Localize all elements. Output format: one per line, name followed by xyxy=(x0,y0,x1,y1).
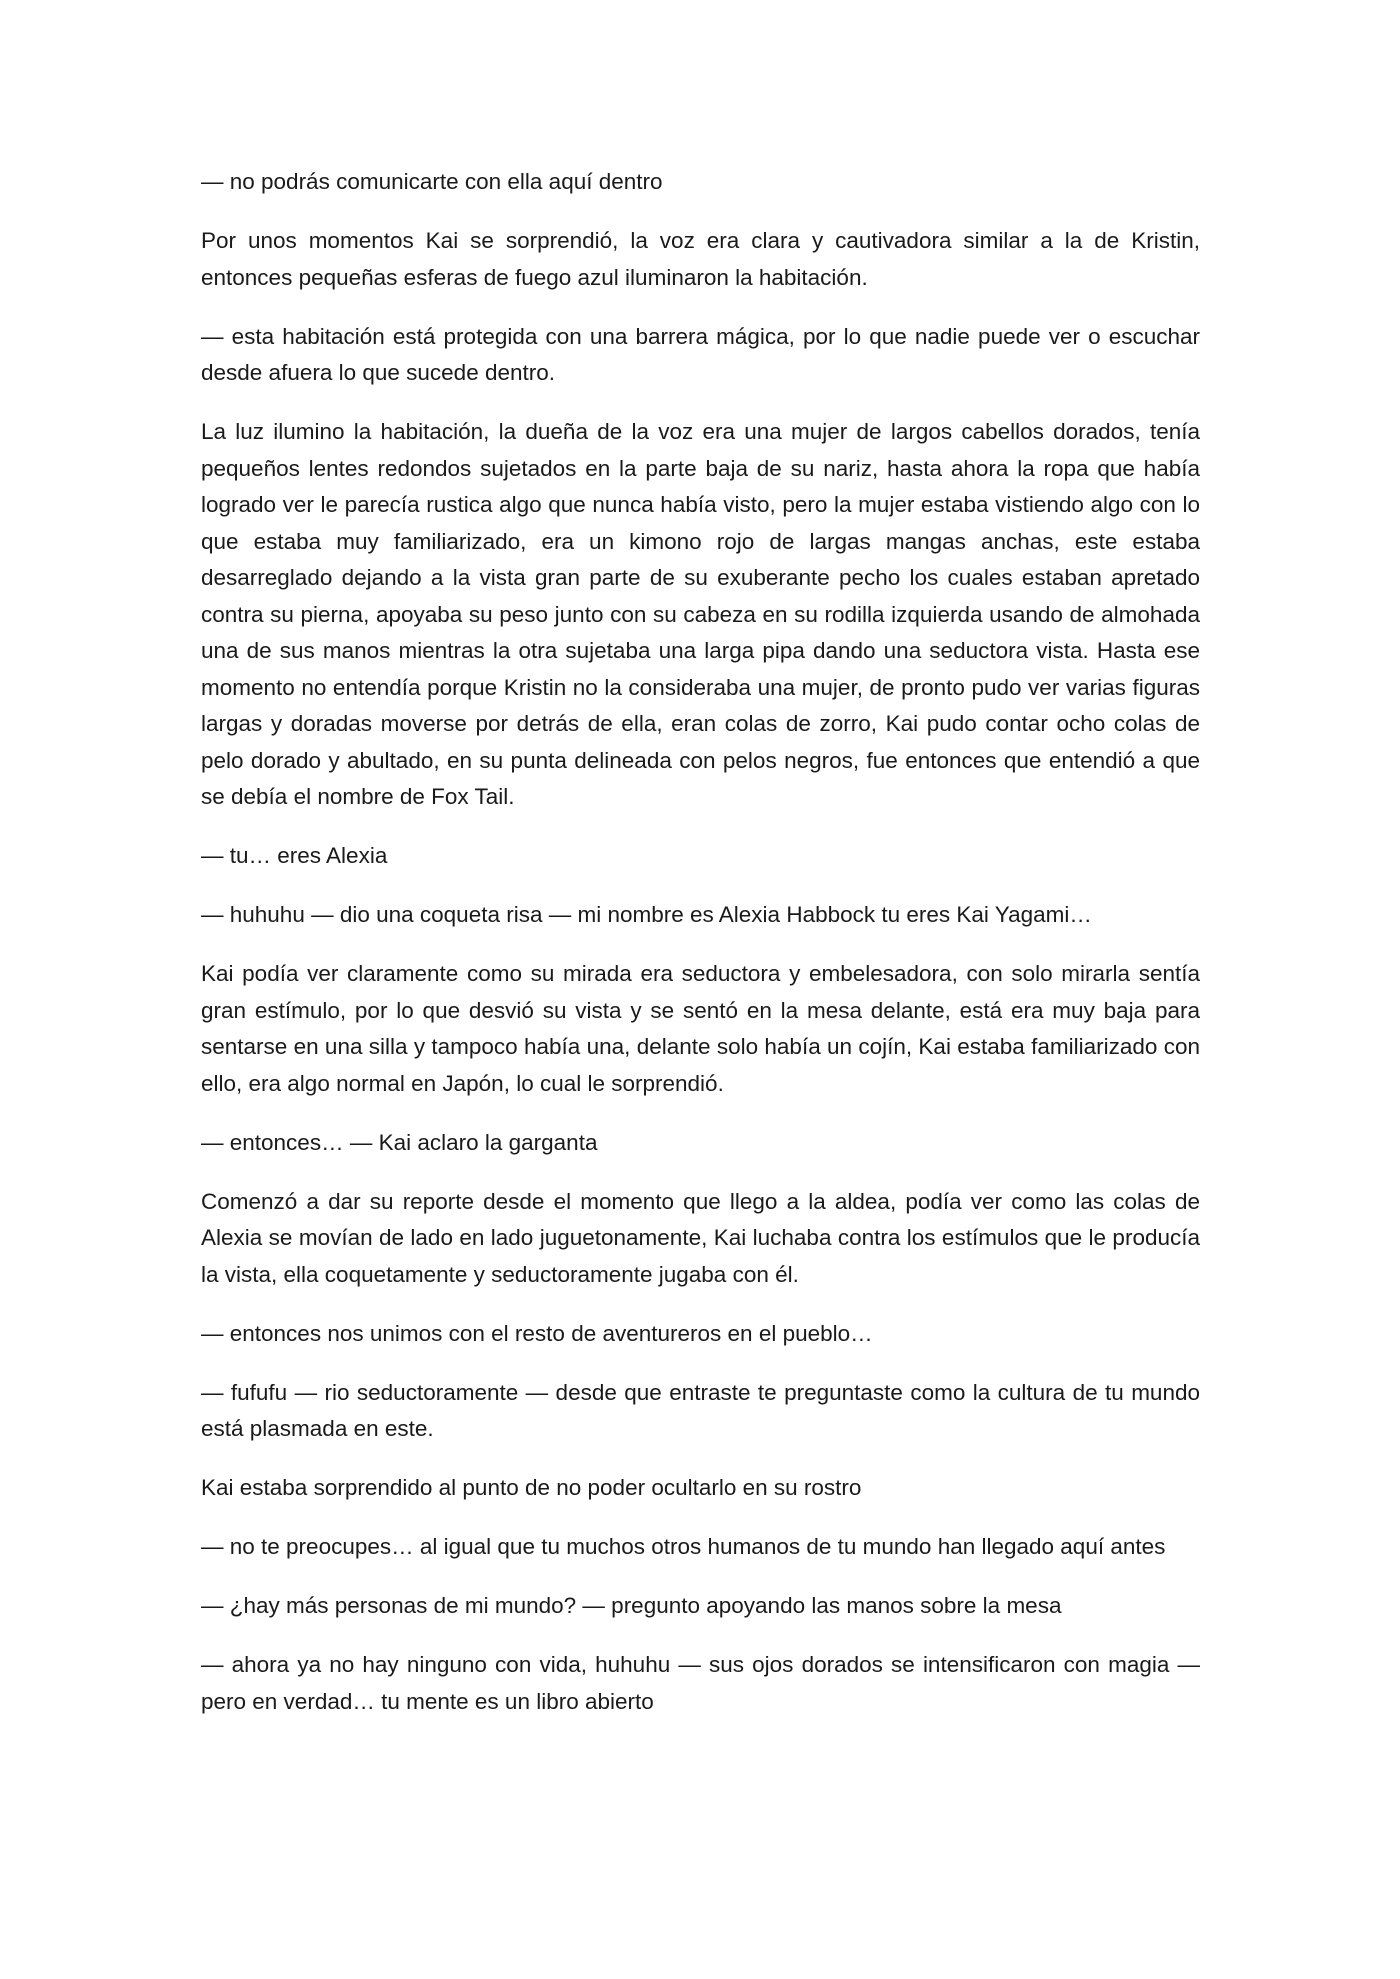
paragraph: — ahora ya no hay ninguno con vida, huhuhu — sus ojos dorados se intensificaron con magia — pero en verdad… tu mente es un libro abierto xyxy=(201,1652,1200,1714)
paragraph: — no podrás comunicarte con ella aquí dentro xyxy=(201,169,663,194)
paragraph: — ¿hay más personas de mi mundo? — pregunto apoyando las manos sobre la mesa xyxy=(201,1593,1062,1618)
paragraph: Kai estaba sorprendido al punto de no poder ocultarlo en su rostro xyxy=(201,1475,862,1500)
paragraph: — huhuhu — dio una coqueta risa — mi nombre es Alexia Habbock tu eres Kai Yagami… xyxy=(201,902,1092,927)
paragraph: Kai podía ver claramente como su mirada era seductora y embelesadora, con solo mirarla sentía gran estímulo, por lo que desvió su vista y se sentó en la mesa delante, está era muy baja para sentarse en una silla y tampoco había una, delante solo había un cojín, Kai estaba familiarizado con ello, era algo normal en Japón, lo cual le sorprendió. xyxy=(201,961,1200,1096)
paragraph: La luz ilumino la habitación, la dueña de la voz era una mujer de largos cabellos dorados, tenía pequeños lentes redondos sujetados en la parte baja de su nariz, hasta ahora la ropa que había logrado ver le parecía rustica algo que nunca había visto, pero la mujer estaba vistiendo algo con lo que estaba muy familiarizado, era un kimono rojo de largas mangas anchas, este estaba desarreglado dejando a la vista gran parte de su exuberante pecho los cuales estaban apretado contra su pierna, apoyaba su peso junto con su cabeza en su rodilla izquierda usando de almohada una de sus manos mientras la otra sujetaba una larga pipa dando una seductora vista. Hasta ese momento no entendía porque Kristin no la consideraba una mujer, de pronto pudo ver varias figuras largas y doradas moverse por detrás de ella, eran colas de zorro, Kai pudo contar ocho colas de pelo dorado y abultado, en su punta delineada con pelos negros, fue entonces que entendió a que se debía el nombre de Fox Tail. xyxy=(201,419,1200,809)
paragraph: Comenzó a dar su reporte desde el momento que llego a la aldea, podía ver como las colas de Alexia se movían de lado en lado juguetonamente, Kai luchaba contra los estímulos que le producía la vista, ella coquetamente y seductoramente jugaba con él. xyxy=(201,1188,1200,1287)
paragraph: — entonces… — Kai aclaro la garganta xyxy=(201,1129,598,1155)
paragraph: — tu… eres Alexia xyxy=(201,843,388,868)
document-body xyxy=(201,164,1200,1743)
paragraph: Por unos momentos Kai se sorprendió, la voz era clara y cautivadora similar a la de Kristin, entonces pequeñas esferas de fuego azul iluminaron la habitación. xyxy=(201,228,1200,290)
paragraph: — fufufu — rio seductoramente — desde que entraste te preguntaste como la cultura de tu mundo está plasmada en este. xyxy=(201,1379,1200,1441)
paragraph: — no te preocupes… al igual que tu muchos otros humanos de tu mundo han llegado aquí antes xyxy=(201,1534,1166,1559)
paragraph: — entonces nos unimos con el resto de aventureros en el pueblo… xyxy=(201,1320,873,1346)
paragraph: — esta habitación está protegida con una barrera mágica, por lo que nadie puede ver o escuchar desde afuera lo que sucede dentro. xyxy=(201,323,1200,385)
